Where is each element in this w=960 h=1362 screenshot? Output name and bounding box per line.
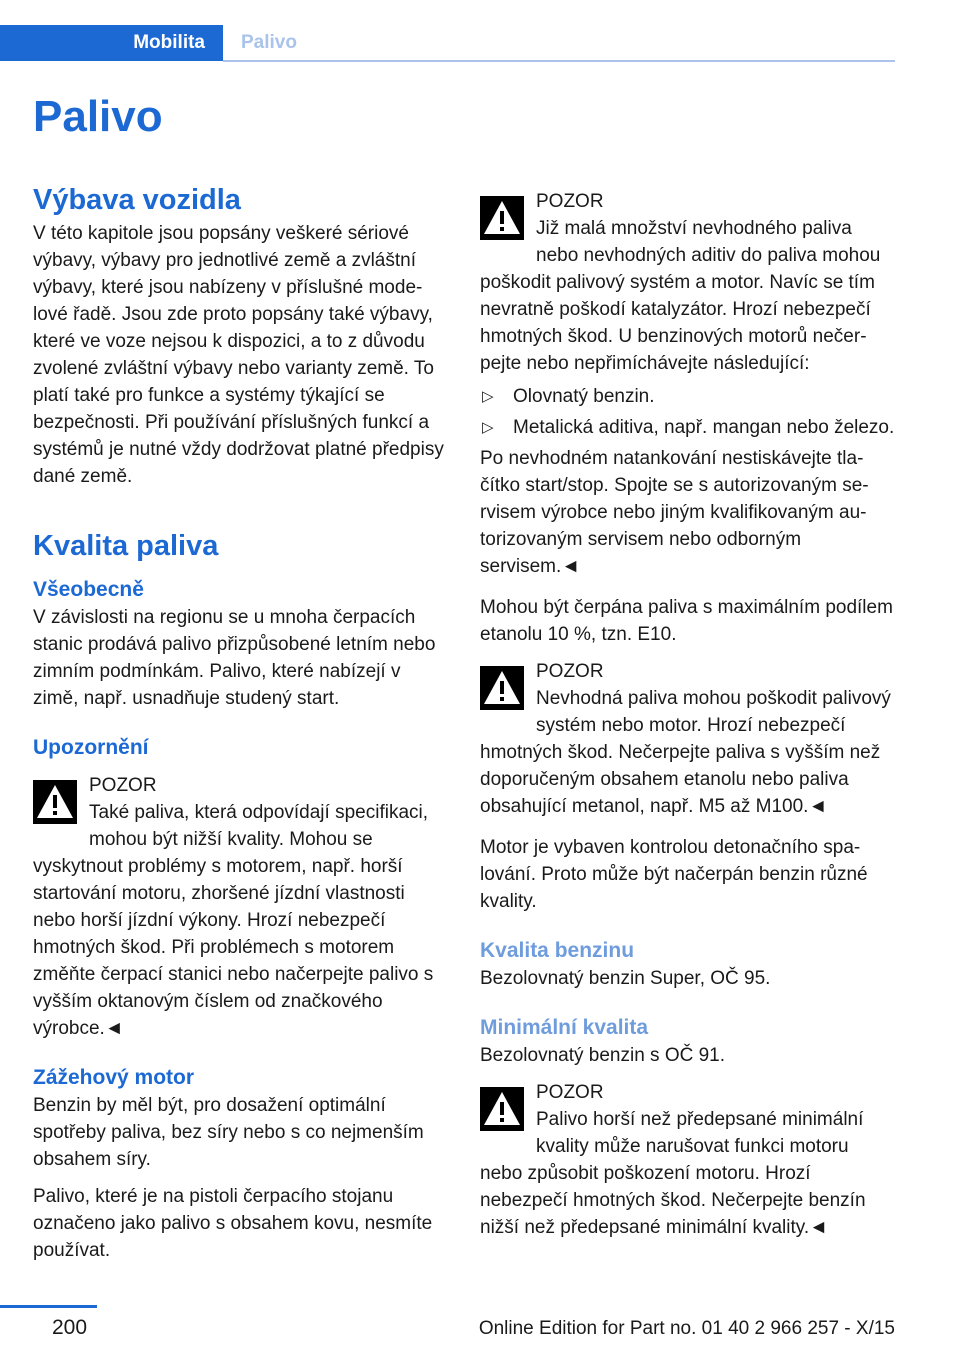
warning-triangle-icon: [33, 780, 77, 824]
triangle-bullet-icon: ▷: [482, 388, 494, 405]
fuel-quality-heading: Kvalita paliva: [33, 530, 219, 562]
petrol-quality-heading: Kvalita benzinu: [480, 939, 635, 962]
ethanol-paragraph: Mohou být čerpána paliva s maximálním podílem etanolu 10 %, tzn. E10.: [480, 597, 893, 645]
footer-rule: [0, 1305, 97, 1308]
triangle-bullet-icon: ▷: [482, 419, 494, 436]
header-section-tab: Mobilita: [0, 25, 223, 61]
knock-control-paragraph: Motor je vybaven kontrolou detonačního spalování. Proto může být načerpán benzin různé kvality.: [480, 837, 868, 912]
list-item-text: Metalická aditiva, např. mangan nebo železo.: [513, 417, 895, 438]
warning-triangle-icon: [480, 1087, 524, 1131]
warning-triangle-icon: [480, 196, 524, 240]
warning-block: [480, 658, 895, 820]
after-refuel-paragraph: Po nevhodném natankování nestiskávejte tlačítko start/stop. Spojte se s autorizovaným servisem výrobce nebo jiným kvalifikovaným autorizovaným servisem nebo odborným servisem.◄: [480, 448, 869, 577]
warning-text: Také paliva, která odpovídají specifikaci, mohou být nižší kvality. Mohou se vyskytnout problémy s motorem, např. horší startování motoru, zhoršené jízdní vlastnosti nebo horší jízdní výkony. Hrozí nebezpečí hmotných škod. Při problémech s motorem změňte čerpací stanici nebo načerpejte palivo s vyšším oktanovým číslem od značkového výrobce.◄: [33, 802, 434, 1039]
minimum-quality-heading: Minimální kvalita: [480, 1016, 649, 1039]
list-item-text: Olovnatý benzin.: [513, 386, 655, 407]
page-number: 200: [52, 1316, 88, 1339]
warning-label: POZOR: [89, 775, 157, 796]
notes-heading: Upozornění: [33, 736, 149, 759]
forbidden-list: [480, 383, 895, 441]
general-paragraph: V závislosti na regionu se u mnoha čerpacích stanic prodává palivo přizpůsobené letním nebo zimním podmínkám. Palivo, které nabízejí v zimě, např. usnadňuje studený start.: [33, 607, 436, 709]
warning-text: Palivo horší než předepsané minimální kvality může narušovat funkci motoru nebo způsobit poškození motoru. Hrozí nebezpečí hmotných škod. Nečerpejte benzín nižší než předepsané minimální kvality.◄: [480, 1109, 866, 1238]
petrol-engine-heading: Zážehový motor: [33, 1066, 195, 1089]
list-item: [480, 383, 895, 410]
warning-triangle-icon: [480, 666, 524, 710]
warning-block: [480, 1079, 895, 1241]
petrol-quality-paragraph: Bezolovnatý benzin Super, OČ 95.: [480, 968, 771, 989]
page-header: [0, 0, 960, 64]
page-title: Palivo: [33, 92, 163, 141]
warning-text: Již malá množství nevhodného paliva nebo nevhodných aditiv do paliva mohou poškodit palivový systém a motor. Navíc se tím nevratně poškodí katalyzátor. Hrozí nebezpečí hmotných škod. U benzinových motorů nečerpejte nebo nepřimíchávejte následující:: [480, 218, 881, 374]
minimum-quality-paragraph: Bezolovnatý benzin s OČ 91.: [480, 1045, 726, 1066]
equipment-heading: Výbava vozidla: [33, 184, 241, 216]
general-heading: Všeobecně: [33, 578, 144, 601]
petrol-engine-paragraph: Benzin by měl být, pro dosažení optimální spotřeby paliva, bez síry nebo s co nejmenším obsahem síry.: [33, 1095, 424, 1170]
warning-label: POZOR: [536, 1082, 604, 1103]
metal-fuel-paragraph: Palivo, které je na pistoli čerpacího stojanu označeno jako palivo s obsahem kovu, nesmíte používat.: [33, 1186, 433, 1261]
header-topic-tab: Palivo: [241, 32, 297, 53]
warning-text: Nevhodná paliva mohou poškodit palivový systém nebo motor. Hrozí nebezpečí hmotných škod. Nečerpejte paliva s vyšším než doporučeným obsahem etanolu nebo paliva obsahující metanol, např. M5 až M100.◄: [480, 688, 891, 817]
list-item: [480, 414, 895, 441]
equipment-paragraph: V této kapitole jsou popsány veškeré sériové výbavy, výbavy pro jednotlivé země a zvláštní výbavy, které jsou nabízeny v příslušné modelové řadě. Jsou zde proto popsány také výbavy, které ve voze nejsou k dispozici, a to z důvodu zvolené zvláštní výbavy nebo varianty země. To platí také pro funkce a systémy týkající se bezpečnosti. Při používání příslušných funkcí a systémů je nutné vždy dodržovat platné předpisy dané země.: [33, 223, 444, 487]
header-rule: [223, 60, 895, 62]
right-column: [480, 188, 895, 1241]
warning-block: [480, 188, 895, 377]
warning-label: POZOR: [536, 191, 604, 212]
warning-label: POZOR: [536, 661, 604, 682]
edition-note: Online Edition for Part no. 01 40 2 966 257 - X/15: [478, 1318, 895, 1339]
warning-block: [33, 772, 448, 1042]
left-column: [33, 180, 448, 1264]
